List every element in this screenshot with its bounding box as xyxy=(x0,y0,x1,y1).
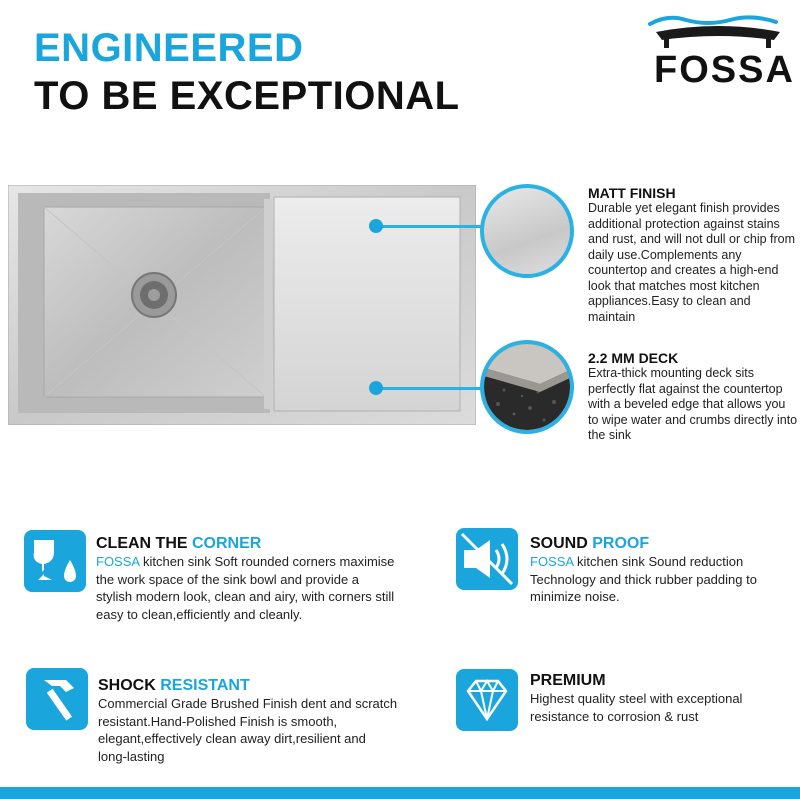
feature-title-accent: CORNER xyxy=(192,535,262,552)
callout-dot-deck xyxy=(369,381,383,395)
feature-sound-proof xyxy=(530,535,795,606)
callout-deck xyxy=(588,350,798,444)
feature-text xyxy=(96,553,396,624)
feature-title xyxy=(530,535,795,553)
bathtub-logo-icon xyxy=(648,12,790,52)
callout-title: MATT FINISH xyxy=(588,185,676,201)
brand-logo xyxy=(648,12,795,92)
callout-matt-finish xyxy=(588,185,798,325)
callout-line-deck xyxy=(376,387,482,390)
feature-title xyxy=(96,535,396,553)
feature-body: kitchen sink Sound reduction Technology and thick rubber padding to minimize noise. xyxy=(530,554,757,605)
feature-body: kitchen sink Soft rounded corners maximise the work space of the sink bowl and provide a stylish modern look, clean and airy, with corners still easy to clean,efficiently and cleanly. xyxy=(96,554,395,623)
mute-speaker-icon xyxy=(456,528,518,590)
glass-drop-icon xyxy=(24,530,86,592)
headline-line2: TO BE EXCEPTIONAL xyxy=(34,74,460,118)
feature-clean-corner xyxy=(96,535,396,624)
headline-line1: ENGINEERED xyxy=(34,26,304,70)
callout-text: Durable yet elegant finish provides additional protection against stains and rust, and will not dull or chip from daily use.Complements any countertop and creates a high-end look that matches most kitchen appliances.Easy to clean and maintain xyxy=(588,201,796,324)
feature-text: Highest quality steel with exceptional resistance to corrosion & rust xyxy=(530,691,743,724)
hammer-icon xyxy=(26,668,88,730)
bottom-accent-bar xyxy=(0,787,800,799)
callout-text: Extra-thick mounting deck sits perfectly flat against the countertop with a beveled edge that allows you to wipe water and crumbs directly into the sink xyxy=(588,366,798,442)
diamond-icon xyxy=(456,669,518,731)
feature-title-accent: RESISTANT xyxy=(160,677,250,694)
feature-text: Commercial Grade Brushed Finish dent and scratch resistant.Hand-Polished Finish is smooth, elegant,effectively clean away dirt,resilient and long-lasting xyxy=(98,696,398,765)
feature-title xyxy=(98,677,398,695)
feature-title-plain: SHOCK xyxy=(98,677,161,694)
matt-finish-swatch xyxy=(480,184,574,278)
feature-brand: FOSSA xyxy=(530,554,574,569)
feature-title-accent: PROOF xyxy=(592,535,650,552)
feature-title-plain: SOUND xyxy=(530,535,593,552)
feature-text xyxy=(530,553,795,606)
callout-title: 2.2 MM DECK xyxy=(588,350,679,366)
callout-line-finish xyxy=(376,225,482,228)
brand-name: FOSSA xyxy=(654,49,795,91)
feature-premium xyxy=(530,672,795,725)
feature-title: PREMIUM xyxy=(530,672,606,689)
feature-brand: FOSSA xyxy=(96,554,140,569)
feature-shock-resistant xyxy=(98,677,398,766)
feature-title-plain: CLEAN THE xyxy=(96,535,192,552)
deck-swatch xyxy=(480,340,574,434)
callout-dot-finish xyxy=(369,219,383,233)
